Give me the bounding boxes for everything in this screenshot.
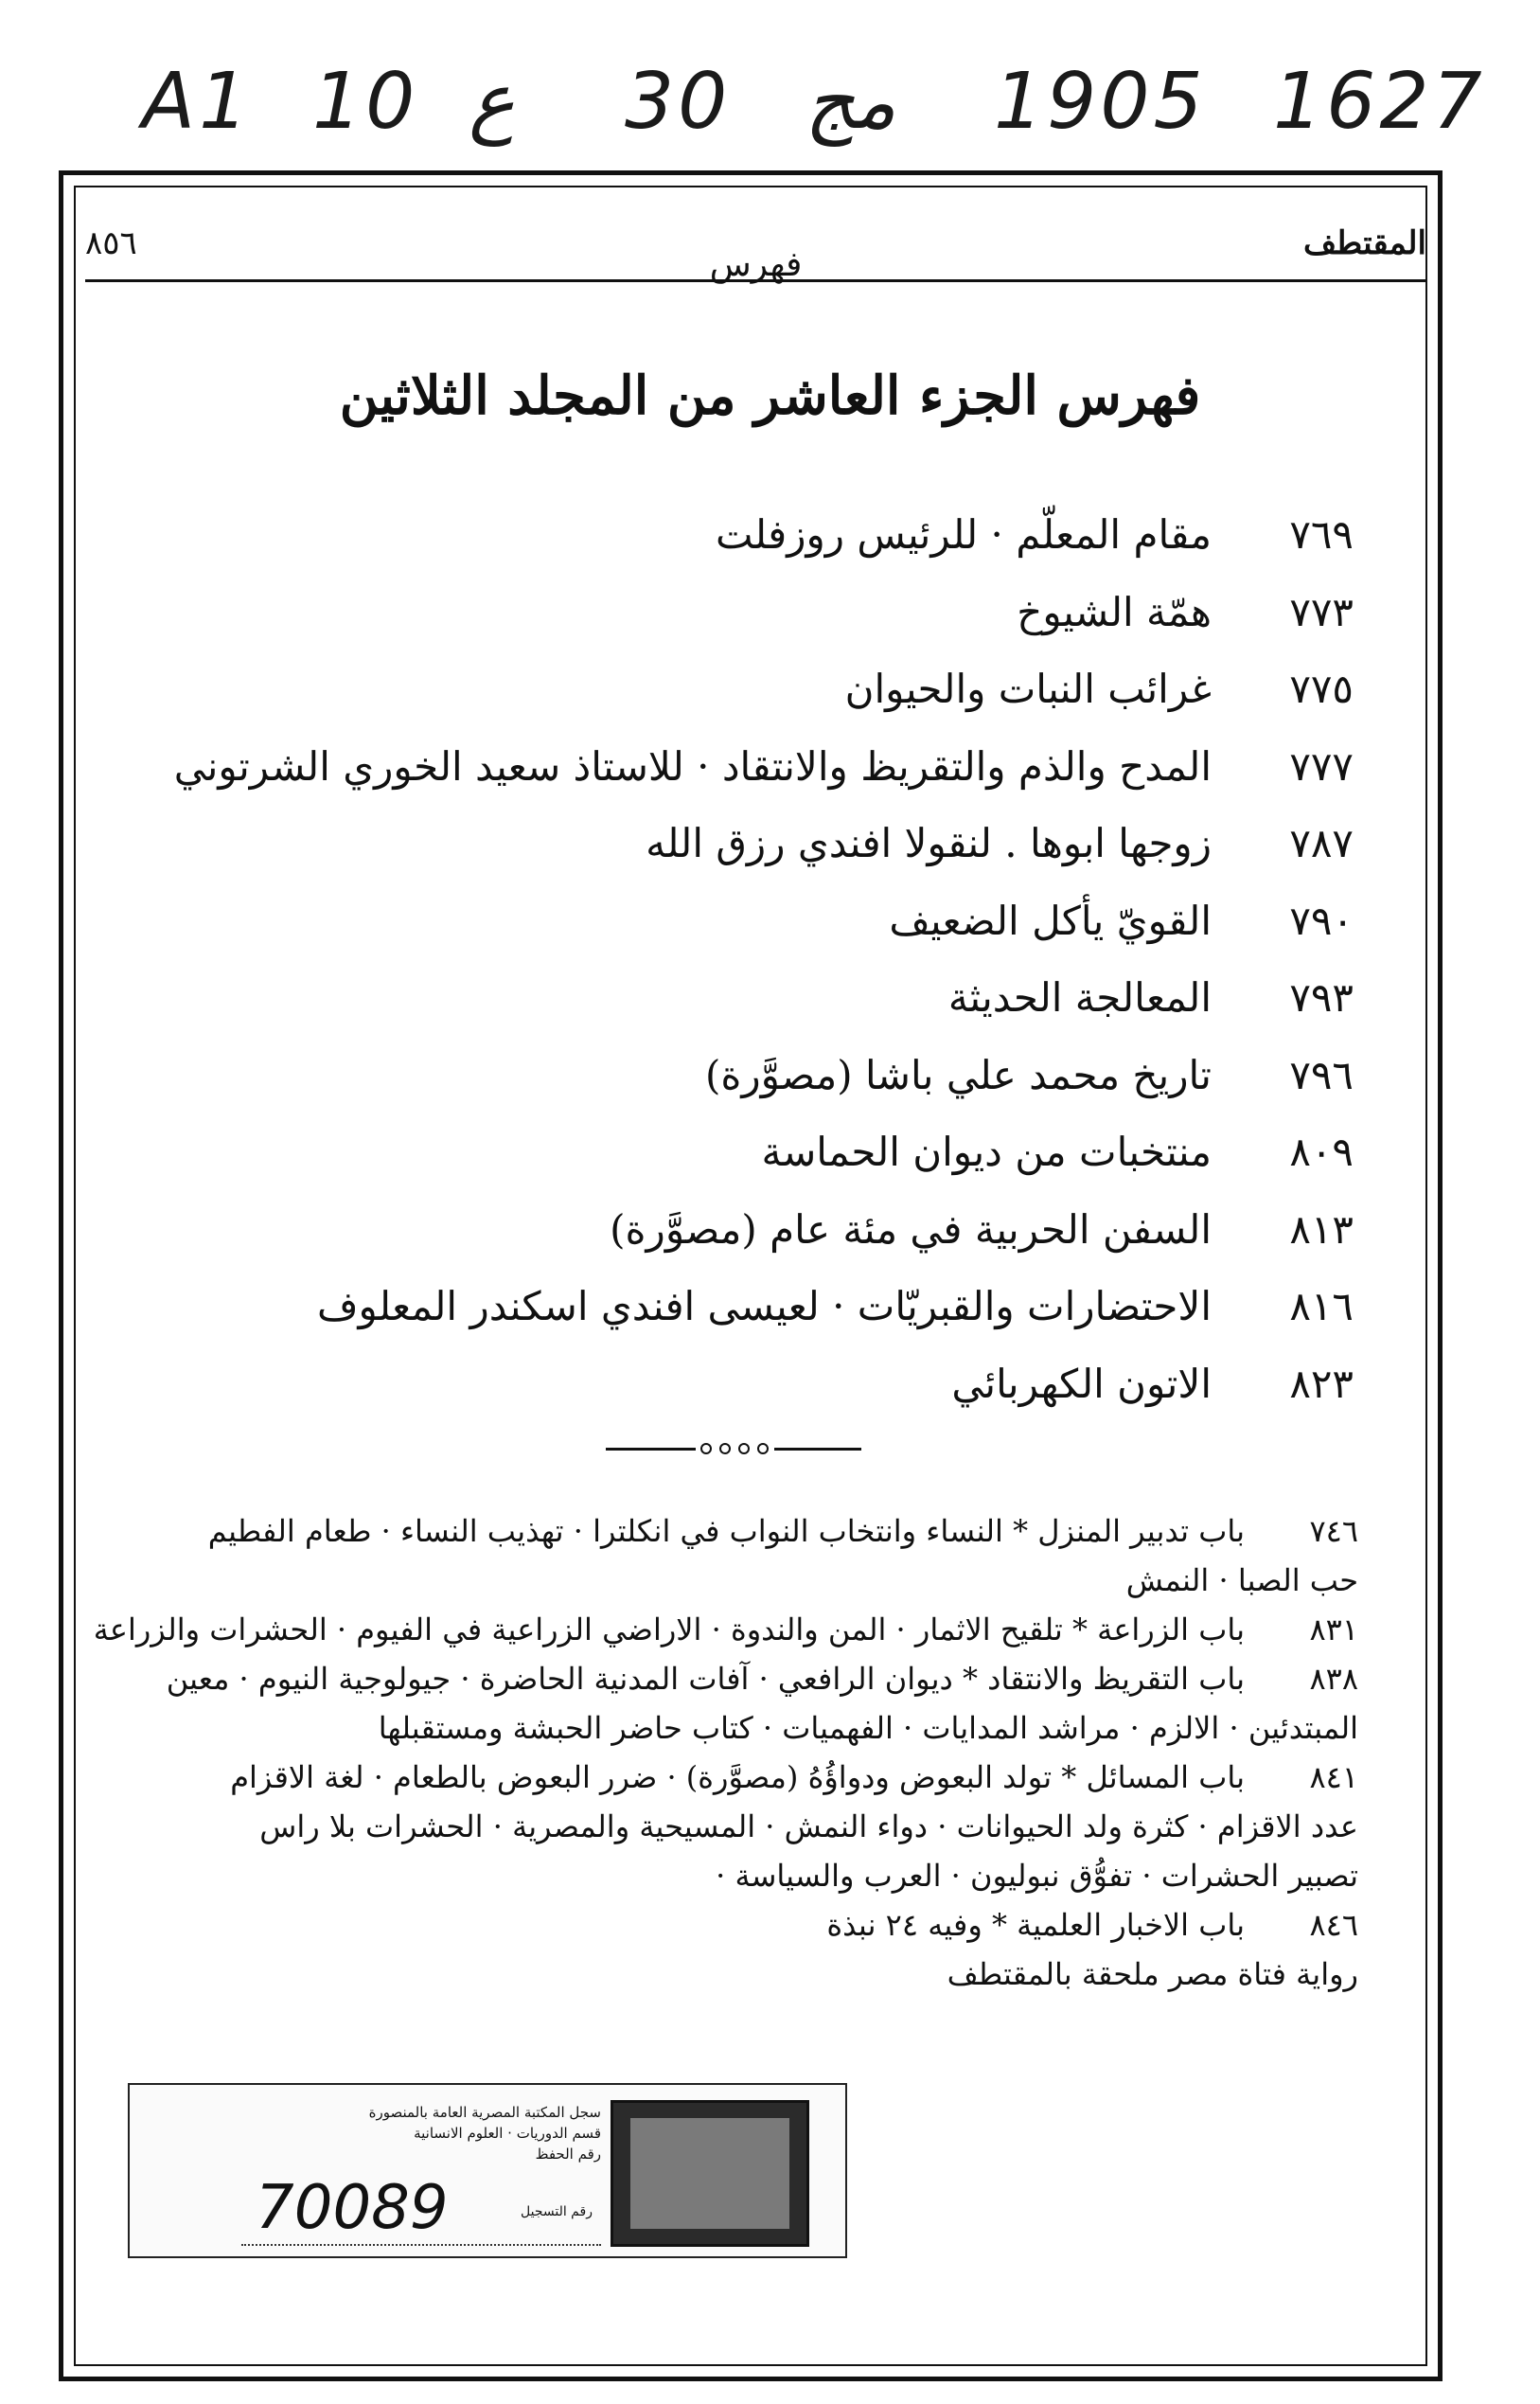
department-page-number: ٨٣٨ [1309, 1661, 1358, 1697]
department-line [66, 1801, 1358, 1850]
contents-entry [151, 1042, 1354, 1120]
department-text: باب التقريظ والانتقاد * ديوان الرافعي · آفات المدنية الحاضرة · جيولوجية النيوم · معين [166, 1661, 1245, 1697]
contents-list [151, 502, 1354, 1428]
department-page-number: ٨٣١ [1309, 1612, 1358, 1647]
department-page-number: ٨٤١ [1309, 1759, 1358, 1795]
department-line [66, 1899, 1358, 1949]
entry-page-number: ٨٢٣ [1289, 1360, 1354, 1407]
entry-title: الاحتضارات والقبريّات · لعيسى افندي اسكندر المعلوف [316, 1283, 1212, 1329]
annotation-token: ع [469, 57, 515, 147]
contents-entry [151, 1351, 1354, 1429]
library-stamp [128, 2083, 847, 2258]
department-line [66, 1555, 1358, 1604]
entry-title: السفن الحربية في مئة عام (مصوَّرة) [610, 1205, 1212, 1253]
stamp-line: رقم الحفظ [535, 2146, 601, 2163]
department-entry [66, 1899, 1358, 1998]
contents-entry [151, 965, 1354, 1042]
handwritten-annotation [142, 57, 1486, 170]
department-text: تصبير الحشرات · تفوُّق نبوليون · العرب والسياسة · [716, 1858, 1358, 1894]
annotation-token: 10 [312, 57, 419, 147]
annotation-token: مج [805, 57, 896, 147]
entry-page-number: ٧٩٣ [1289, 974, 1354, 1021]
stamp-registration-number: 70089 [256, 2173, 449, 2243]
journal-name: المقتطف [1302, 224, 1426, 262]
department-line [66, 1850, 1358, 1899]
ornamental-divider [606, 1439, 861, 1458]
entry-page-number: ٧٧٣ [1289, 588, 1354, 635]
department-text: باب تدبير المنزل * النساء وانتخاب النواب في انكلترا · تهذيب النساء · طعام الفطيم [207, 1513, 1245, 1549]
entry-page-number: ٧٧٧ [1289, 742, 1354, 790]
department-line [66, 1752, 1358, 1801]
contents-entry [151, 579, 1354, 657]
entry-page-number: ٨١٣ [1289, 1205, 1354, 1253]
department-text: عدد الاقزام · كثرة ولد الحيوانات · دواء النمش · المسيحية والمصرية · الحشرات بلا راس [259, 1808, 1358, 1844]
entry-title: زوجها ابوها . لنقولا افندي رزق الله [646, 820, 1212, 866]
department-line [66, 1702, 1358, 1752]
header-section-title: فهرس [709, 245, 803, 284]
entry-title: الاتون الكهربائي [951, 1360, 1212, 1407]
entry-page-number: ٧٦٩ [1289, 511, 1354, 558]
entry-page-number: ٧٩٠ [1289, 897, 1354, 944]
entry-page-number: ٧٧٥ [1289, 666, 1354, 712]
department-line [66, 1505, 1358, 1555]
contents-entry [151, 888, 1354, 966]
departments-list [66, 1505, 1358, 1998]
contents-entry [151, 810, 1354, 888]
running-header [85, 213, 1426, 282]
annotation-token: 30 [625, 57, 732, 147]
department-text: باب الاخبار العلمية * وفيه ٢٤ نبذة [826, 1907, 1245, 1943]
entry-title: همّة الشيوخ [1017, 588, 1212, 635]
contents-entry [151, 502, 1354, 579]
contents-entry [151, 1273, 1354, 1351]
stamp-number-label: رقم التسجيل [521, 2204, 593, 2219]
entry-title: المعالجة الحديثة [947, 974, 1212, 1021]
page-title: فهرس الجزء العاشر من المجلد الثلاثين [339, 365, 1201, 427]
contents-entry [151, 1197, 1354, 1274]
entry-page-number: ٧٩٦ [1289, 1051, 1354, 1098]
department-text: المبتدئين · الالزم · مراشد المدايات · الفهميات · كتاب حاضر الحبشة ومستقبلها [378, 1710, 1358, 1746]
contents-entry [151, 1119, 1354, 1197]
entry-title: المدح والذم والتقريظ والانتقاد · للاستاذ سعيد الخوري الشرتوني [173, 742, 1212, 790]
department-entry [66, 1752, 1358, 1899]
department-text: باب المسائل * تولد البعوض ودواؤُهُ (مصوَّرة) · ضرر البعوض بالطعام · لغة الاقزام [230, 1759, 1245, 1795]
entry-title: منتخبات من ديوان الحماسة [761, 1129, 1212, 1175]
stamp-dotted-line [241, 2244, 601, 2246]
stamp-line: قسم الدوريات · العلوم الانسانية [414, 2125, 601, 2142]
department-line [66, 1653, 1358, 1702]
entry-title: غرائب النبات والحيوان [844, 666, 1212, 712]
entry-page-number: ٨١٦ [1289, 1283, 1354, 1329]
page-number: ٨٥٦ [85, 224, 137, 262]
stamp-line: سجل المكتبة المصرية العامة بالمنصورة [368, 2104, 601, 2121]
contents-entry [151, 656, 1354, 734]
department-line [66, 1949, 1358, 1998]
entry-title: مقام المعلّم · للرئيس روزفلت [715, 511, 1212, 558]
stamp-text [147, 2102, 601, 2164]
entry-title: تاريخ محمد علي باشا (مصوَّرة) [704, 1051, 1212, 1098]
department-text: رواية فتاة مصر ملحقة بالمقتطف [947, 1956, 1358, 1992]
department-entry [66, 1653, 1358, 1752]
department-line [66, 1604, 1358, 1653]
department-entry [66, 1604, 1358, 1653]
department-page-number: ٨٤٦ [1309, 1907, 1358, 1943]
entry-page-number: ٧٨٧ [1289, 820, 1354, 866]
contents-entry [151, 734, 1354, 811]
annotation-token: A1 [142, 57, 253, 147]
department-text: حب الصبا · النمش [1125, 1562, 1358, 1598]
entry-title: القويّ يأكل الضعيف [889, 897, 1212, 944]
department-page-number: ٧٤٦ [1309, 1513, 1358, 1549]
department-text: باب الزراعة * تلقيح الاثمار · المن والندوة · الاراضي الزراعية في الفيوم · الحشرات والزراعة [93, 1612, 1245, 1647]
annotation-token: 1627 [1273, 57, 1486, 147]
stamp-seal-image [611, 2100, 809, 2247]
annotation-token: 1905 [994, 57, 1207, 147]
entry-page-number: ٨٠٩ [1289, 1129, 1354, 1175]
department-entry [66, 1505, 1358, 1604]
